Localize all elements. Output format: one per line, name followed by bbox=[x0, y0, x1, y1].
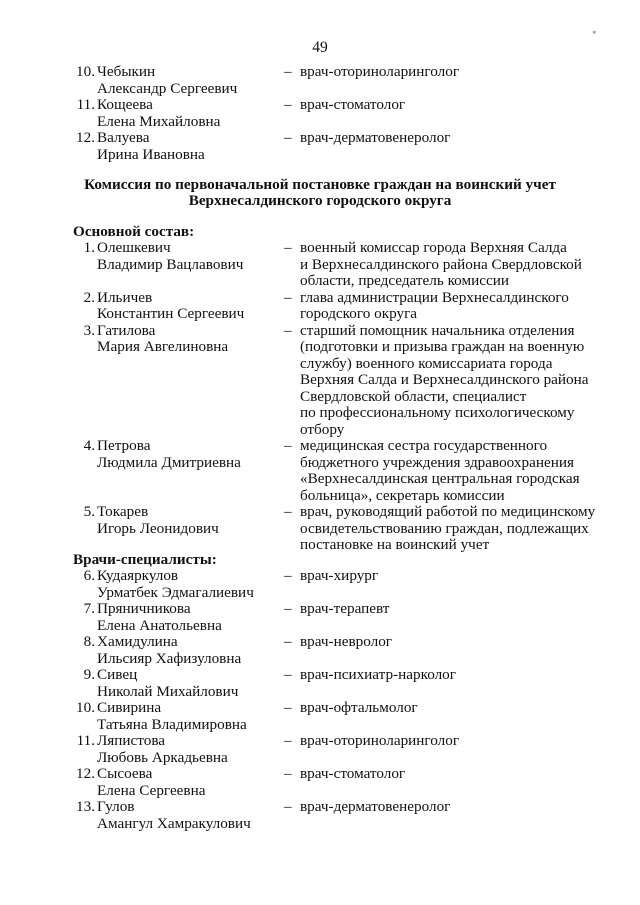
doctors-member-list bbox=[73, 568, 603, 832]
member-given-names: Мария Авгелиновна bbox=[97, 338, 229, 355]
member-number: 1. bbox=[83, 239, 95, 256]
role-line: врач-оториноларинголог bbox=[300, 63, 460, 80]
role-line: врач-офтальмолог bbox=[300, 699, 418, 716]
member-name bbox=[73, 240, 283, 273]
member-entry bbox=[73, 504, 603, 554]
member-number: 10. bbox=[76, 699, 95, 716]
member-role bbox=[284, 799, 604, 816]
dash-separator: – bbox=[284, 129, 292, 146]
member-surname: Ляпистова bbox=[97, 732, 166, 749]
dash-separator: – bbox=[284, 567, 292, 584]
role-line: военный комиссар города Верхняя Салда bbox=[300, 239, 567, 256]
dash-separator: – bbox=[284, 732, 292, 749]
dash-separator: – bbox=[284, 765, 292, 782]
member-role bbox=[284, 290, 604, 323]
main-composition-label: Основной состав: bbox=[73, 223, 195, 240]
role-line: врач-оториноларинголог bbox=[300, 732, 460, 749]
member-name bbox=[73, 438, 283, 471]
member-entry bbox=[73, 290, 603, 323]
member-role bbox=[284, 130, 604, 147]
role-line: медицинская сестра государственного bbox=[300, 437, 548, 454]
member-number: 11. bbox=[76, 732, 95, 749]
dash-separator: – bbox=[284, 63, 292, 80]
member-entry bbox=[73, 766, 603, 799]
role-line: по профессиональному психологическому bbox=[300, 404, 575, 421]
member-given-names: Урматбек Эдмагалиевич bbox=[97, 583, 254, 601]
member-surname: Пряничникова bbox=[97, 600, 191, 617]
member-surname: Хамидулина bbox=[97, 633, 178, 650]
member-given-names: Елена Анатольевна bbox=[97, 616, 222, 634]
member-surname: Кудаяркулов bbox=[97, 567, 179, 584]
member-surname: Сивирина bbox=[97, 699, 162, 716]
member-surname: Токарев bbox=[97, 503, 149, 520]
member-entry bbox=[73, 667, 603, 700]
role-line: службу) военного комиссариата города bbox=[300, 354, 553, 372]
role-line: (подготовки и призыва граждан на военную bbox=[300, 338, 585, 355]
dash-separator: – bbox=[284, 699, 292, 716]
member-name bbox=[73, 504, 283, 537]
dash-separator: – bbox=[284, 503, 292, 520]
member-entry bbox=[73, 700, 603, 733]
member-surname: Петрова bbox=[97, 437, 151, 454]
main-member-list bbox=[73, 240, 603, 554]
member-given-names: Елена Сергеевна bbox=[97, 781, 206, 799]
member-number: 8. bbox=[83, 633, 95, 650]
member-given-names: Любовь Аркадьевна bbox=[97, 748, 228, 766]
member-role bbox=[284, 323, 604, 439]
member-name bbox=[73, 290, 283, 323]
dash-separator: – bbox=[284, 321, 292, 339]
member-surname: Валуева bbox=[97, 129, 150, 146]
member-role bbox=[284, 504, 604, 554]
member-role bbox=[284, 438, 604, 504]
role-line: врач-стоматолог bbox=[300, 765, 406, 782]
member-number: 4. bbox=[83, 437, 95, 454]
member-surname: Ильичев bbox=[97, 288, 153, 306]
member-given-names: Константин Сергеевич bbox=[97, 305, 245, 322]
role-line: городского округа bbox=[300, 305, 418, 322]
member-name bbox=[73, 700, 283, 733]
member-name bbox=[73, 601, 283, 634]
member-role bbox=[284, 240, 604, 290]
member-surname: Гулов bbox=[97, 798, 135, 815]
member-number: 13. bbox=[76, 798, 95, 815]
role-line: старший помощник начальника отделения bbox=[300, 321, 575, 339]
member-surname: Чебыкин bbox=[97, 63, 156, 80]
role-line: Свердловской области, специалист bbox=[300, 387, 527, 405]
member-given-names: Елена Михайловна bbox=[97, 112, 221, 130]
member-role bbox=[284, 700, 604, 717]
member-number: 2. bbox=[83, 288, 95, 306]
role-line: освидетельствованию граждан, подлежащих bbox=[300, 519, 589, 537]
member-given-names: Игорь Леонидович bbox=[97, 519, 219, 537]
member-entry bbox=[73, 601, 603, 634]
member-role bbox=[284, 601, 604, 618]
member-name bbox=[73, 568, 283, 601]
role-line: врач-дерматовенеролог bbox=[300, 798, 451, 815]
role-line: глава администрации Верхнесалдинского bbox=[300, 288, 569, 306]
member-name bbox=[73, 130, 283, 163]
member-entry bbox=[73, 733, 603, 766]
role-line: больница», секретарь комиссии bbox=[300, 486, 505, 504]
member-entry bbox=[73, 323, 603, 439]
dash-separator: – bbox=[284, 798, 292, 815]
member-given-names: Амангул Хамракулович bbox=[97, 814, 251, 832]
member-name bbox=[73, 733, 283, 766]
member-surname: Гатилова bbox=[97, 321, 156, 339]
member-surname: Сысоева bbox=[97, 765, 153, 782]
member-entry bbox=[73, 130, 603, 163]
member-number: 5. bbox=[83, 503, 95, 520]
member-name bbox=[73, 97, 283, 130]
role-line: врач-стоматолог bbox=[300, 96, 406, 113]
member-entry bbox=[73, 97, 603, 130]
role-line: и Верхнесалдинского района Свердловской bbox=[300, 255, 582, 273]
member-number: 9. bbox=[83, 666, 95, 683]
dash-separator: – bbox=[284, 666, 292, 683]
member-name bbox=[73, 634, 283, 667]
role-line: области, председатель комиссии bbox=[300, 272, 509, 289]
member-name bbox=[73, 667, 283, 700]
role-line: врач-невролог bbox=[300, 633, 393, 650]
role-line: «Верхнесалдинская центральная городская bbox=[300, 470, 580, 487]
member-role bbox=[284, 97, 604, 114]
role-line: Верхняя Салда и Верхнесалдинского района bbox=[300, 371, 589, 388]
member-number: 3. bbox=[83, 321, 95, 339]
dash-separator: – bbox=[284, 96, 292, 113]
dash-separator: – bbox=[284, 239, 292, 256]
member-given-names: Людмила Дмитриевна bbox=[97, 453, 241, 471]
dash-separator: – bbox=[284, 437, 292, 454]
member-role bbox=[284, 766, 604, 783]
role-line: отбору bbox=[300, 420, 345, 438]
page-number: 49 bbox=[312, 39, 328, 56]
dash-separator: – bbox=[284, 600, 292, 617]
top-member-list bbox=[73, 64, 603, 163]
member-entry bbox=[73, 634, 603, 667]
member-role bbox=[284, 568, 604, 585]
dash-separator: – bbox=[284, 288, 292, 306]
member-surname: Кощеева bbox=[97, 96, 153, 113]
member-number: 12. bbox=[76, 765, 95, 782]
member-role bbox=[284, 733, 604, 750]
member-name bbox=[73, 64, 283, 97]
role-line: бюджетного учреждения здравоохранения bbox=[300, 453, 574, 471]
member-given-names: Владимир Вацлавович bbox=[97, 255, 244, 273]
member-entry bbox=[73, 240, 603, 290]
role-line: постановке на воинский учет bbox=[300, 536, 490, 553]
role-line: врач-хирург bbox=[300, 567, 379, 584]
member-role bbox=[284, 667, 604, 684]
commission-title-line1: Комиссия по первоначальной постановке граждан на воинский учет bbox=[84, 176, 556, 193]
member-surname: Олешкевич bbox=[97, 239, 171, 256]
member-role bbox=[284, 64, 604, 81]
member-name bbox=[73, 323, 283, 356]
member-name bbox=[73, 799, 283, 832]
member-entry bbox=[73, 64, 603, 97]
member-name bbox=[73, 766, 283, 799]
member-surname: Сивец bbox=[97, 666, 138, 683]
dash-separator: – bbox=[284, 633, 292, 650]
member-entry bbox=[73, 568, 603, 601]
role-line: врач-терапевт bbox=[300, 600, 390, 617]
member-given-names: Александр Сергеевич bbox=[97, 79, 238, 97]
member-number: 7. bbox=[83, 600, 95, 617]
doctors-label: Врачи-специалисты: bbox=[73, 551, 217, 568]
role-line: врач-дерматовенеролог bbox=[300, 129, 451, 146]
member-entry bbox=[73, 799, 603, 832]
member-entry bbox=[73, 438, 603, 504]
member-number: 12. bbox=[76, 129, 95, 146]
member-number: 11. bbox=[76, 96, 95, 113]
member-given-names: Татьяна Владимировна bbox=[97, 715, 247, 733]
role-line: врач, руководящий работой по медицинскому bbox=[300, 503, 596, 520]
member-number: 6. bbox=[83, 567, 95, 584]
member-given-names: Николай Михайлович bbox=[97, 682, 239, 700]
member-given-names: Ильсияр Хафизуловна bbox=[97, 649, 242, 667]
role-line: врач-психиатр-нарколог bbox=[300, 666, 456, 683]
commission-title-line2: Верхнесалдинского городского округа bbox=[188, 192, 452, 209]
corner-mark: * bbox=[592, 29, 597, 39]
member-given-names: Ирина Ивановна bbox=[97, 145, 205, 163]
member-role bbox=[284, 634, 604, 651]
member-number: 10. bbox=[76, 63, 95, 80]
